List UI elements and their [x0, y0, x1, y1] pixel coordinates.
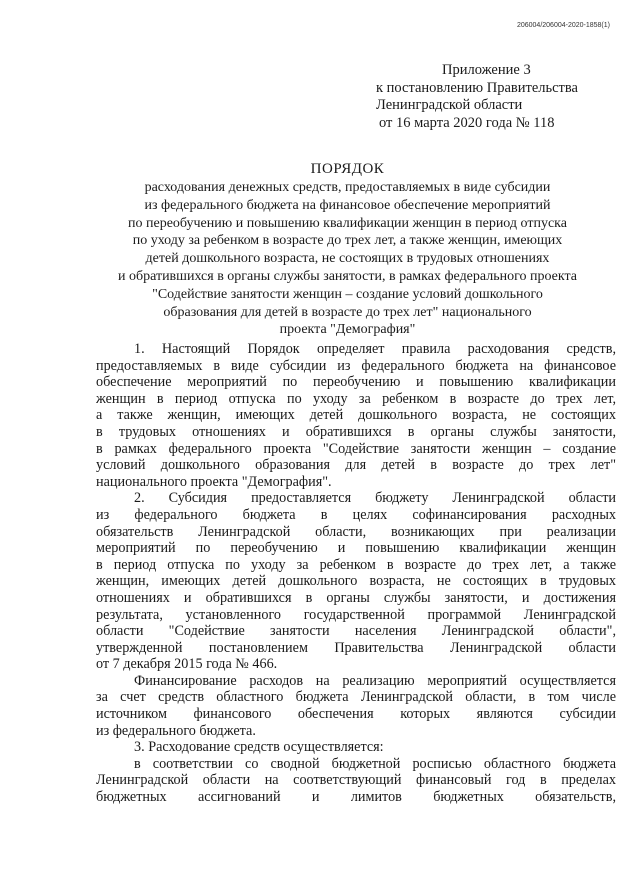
text-line: в рамках федерального проекта "Содействие занятости женщин – создание: [96, 440, 616, 457]
text-line: а также женщин, имеющих детей дошкольного возраста, не состоящих: [96, 407, 616, 424]
text-line: отношениях и обратившихся в органы службы занятости, и достижения: [96, 589, 616, 606]
text-line: 2. Субсидия предоставляется бюджету Ленинградской области: [134, 490, 616, 507]
text-line: в период отпуска по уходу за ребенком в возрасте до трех лет, а также: [96, 556, 616, 573]
text-line: женщин в период отпуска по уходу за ребенком в возрасте до трех лет,: [96, 390, 616, 407]
appendix-number: Приложение 3: [442, 62, 531, 78]
text-line: в соответствии со сводной бюджетной росписью областного бюджета: [134, 755, 616, 772]
document-title: [80, 160, 615, 339]
title-line: "Содействие занятости женщин – создание условий дошкольного: [152, 286, 543, 302]
text-line: предоставляемых в виде субсидии из федерального бюджета на финансовое: [96, 357, 616, 374]
appendix-date: от 16 марта 2020 года № 118: [379, 114, 555, 131]
text-line: женщин, имеющих детей дошкольного возраста, не состоящих в трудовых: [96, 573, 616, 590]
text-line: мероприятий по переобучению и повышению квалификации женщин: [96, 540, 616, 557]
text-line: бюджетных ассигнований и лимитов бюджетных обязательств,: [96, 789, 616, 806]
paragraph-5: [96, 756, 616, 806]
title-line: проекта "Демография": [279, 322, 416, 338]
document-body: [96, 341, 616, 806]
text-line: Финансирование расходов на реализацию мероприятий осуществляется: [134, 672, 616, 689]
text-line: 1. Настоящий Порядок определяет правила расходования средств,: [134, 341, 616, 357]
text-line: за счет средств областного бюджета Ленинградской области, в том числе: [96, 689, 616, 706]
text-line: условий дошкольного образования для детей в возрасте до трех лет": [96, 457, 616, 474]
text-line: утвержденной постановлением Правительства Ленинградской области: [96, 639, 616, 656]
title-line: по переобучению и повышению квалификации женщин в период отпуска: [128, 215, 567, 231]
text-line: из федерального бюджета в целях софинансирования расходных: [96, 506, 616, 523]
title-line: и обратившихся в органы службы занятости, в рамках федерального проекта: [117, 268, 577, 284]
text-line: 3. Расходование средств осуществляется:: [134, 739, 384, 756]
text-line: национального проекта "Демография".: [96, 473, 332, 490]
title-line: по уходу за ребенком в возрасте до трех лет, а также женщин, имеющих: [132, 233, 563, 249]
title-line: расходования денежных средств, предоставляемых в виде субсидии: [144, 180, 551, 195]
title-line: детей дошкольного возраста, не состоящих в трудовых отношениях: [145, 251, 550, 267]
appendix-header: [376, 62, 626, 132]
title-heading: ПОРЯДОК: [310, 161, 385, 177]
paragraph-1: [96, 341, 616, 490]
appendix-resolution-ref: к постановлению Правительства: [376, 79, 578, 96]
document-id: 206004/206004-2020-1858(1): [516, 22, 610, 29]
appendix-region: Ленинградской области: [376, 97, 523, 113]
text-line: из федерального бюджета.: [96, 722, 256, 739]
text-line: обязательств Ленинградской области, возникающих при реализации: [96, 523, 616, 540]
text-line: области "Содействие занятости населения Ленинградской области",: [96, 623, 616, 640]
text-line: обеспечение мероприятий по переобучению и повышению квалификации: [96, 374, 616, 391]
title-line: из федерального бюджета на финансовое обеспечение мероприятий: [144, 197, 551, 213]
text-line: в трудовых отношениях и обратившихся в органы службы занятости,: [96, 423, 616, 440]
text-line: источником финансового обеспечения которых являются субсидии: [96, 706, 616, 723]
title-line: образования для детей в возрасте до трех лет" национального: [163, 304, 532, 320]
text-line: результата, установленного государственной программой Ленинградской: [96, 606, 616, 623]
paragraph-3: [96, 673, 616, 739]
paragraph-4: [96, 739, 616, 756]
paragraph-2: [96, 490, 616, 673]
text-line: от 7 декабря 2015 года № 466.: [96, 656, 278, 673]
text-line: Ленинградской области на соответствующий финансовый год в пределах: [96, 772, 616, 789]
